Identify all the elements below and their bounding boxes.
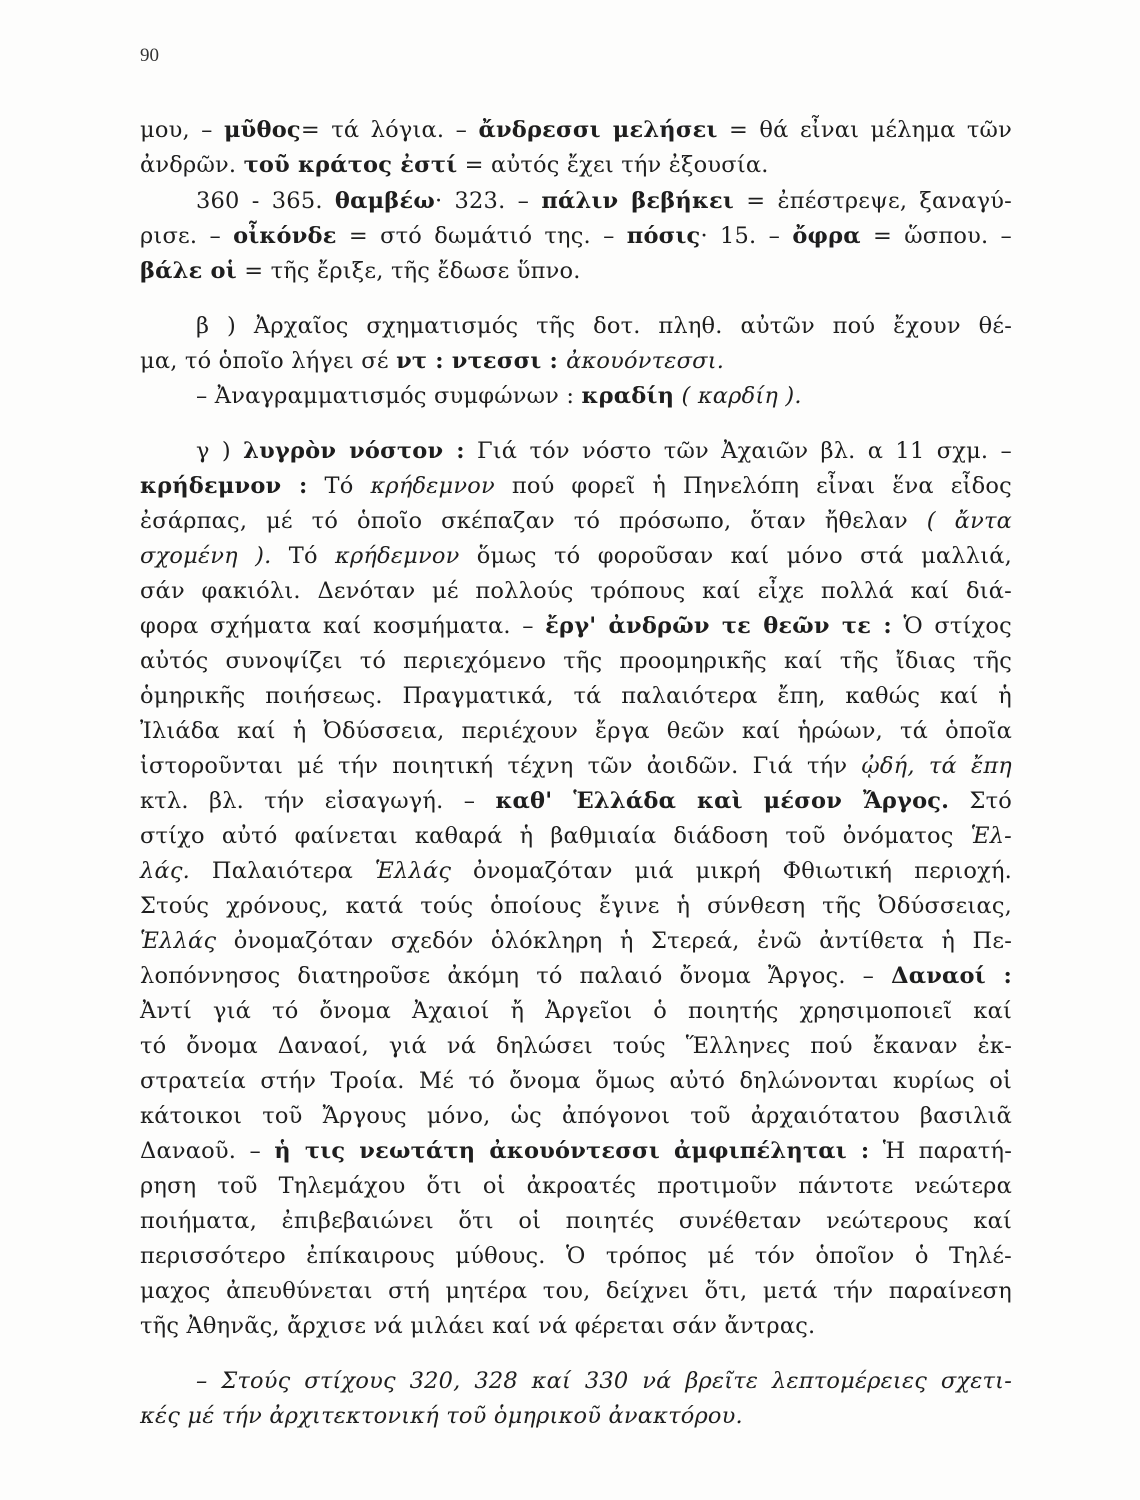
text-segment: ρισε. –: [140, 223, 234, 249]
text-segment: = θά εἶναι μέλημα τῶν: [717, 117, 1012, 143]
bold-term: ἄνδρεσσι μελήσει: [478, 117, 718, 143]
text-segment: Ἀντί γιά τό ὄνομα Ἀχαιοί ἤ Ἀργεῖοι ὁ ποιητής χρησιμοποιεῖ καί: [140, 998, 1012, 1024]
text-segment: = ὥσπου. –: [860, 223, 1013, 249]
text-segment: – Ἀναγραμματισμός συμφώνων :: [196, 383, 582, 409]
text-segment: = ἐπέστρεψε, ξαναγύ-: [734, 188, 1012, 214]
text-segment: λοπόννησος διατηροῦσε ἀκόμη τό παλαιό ὄνομα Ἄργος. –: [140, 963, 892, 989]
text-segment: τῆς Ἀθηνᾶς, ἄρχισε νά μιλάει καί νά φέρεται σάν ἄντρας.: [140, 1313, 816, 1339]
text-segment: στρατεία στήν Τροία. Μέ τό ὄνομα ὅμως αὐτό δηλώνονται κυρίως οἱ: [140, 1068, 1012, 1094]
italic-text: – Στούς στίχους 320, 328 καί 330 νά βρεῖτε λεπτομέρειες σχετι-: [196, 1368, 1012, 1394]
text-segment: Ὁ στίχος: [891, 613, 1012, 639]
text-segment: Τό: [307, 473, 371, 499]
text-segment: Ἡ παρατή-: [869, 1138, 1012, 1164]
bold-term: καθ' Ἑλλάδα καὶ μέσον Ἄργος.: [495, 788, 950, 814]
text-segment: = αὐτός ἔχει τήν ἐξουσία.: [457, 152, 769, 178]
text-segment: ὀνομαζόταν μιά μικρή Φθιωτική περιοχή.: [451, 858, 1012, 884]
text-segment: ὁμηρικῆς ποιήσεως. Πραγματικά, τά παλαιότερα ἔπη, καθώς καί ἡ: [140, 683, 1012, 709]
text-segment: ἱστοροῦνται μέ τήν ποιητική τέχνη τῶν ἀοιδῶν. Γιά τήν: [140, 753, 862, 779]
text-segment: = στό δωμάτιό της. –: [336, 223, 627, 249]
bold-term: μῦθος: [224, 117, 301, 143]
text-segment: μα, τό ὁποῖο λήγει σέ: [140, 348, 397, 374]
text-line: [140, 541, 1012, 571]
text-line: [140, 786, 1012, 816]
bold-term: ἡ τις νεωτάτη ἀκουόντεσσι ἀμφιπέληται :: [274, 1138, 870, 1164]
text-segment: 360 - 365.: [196, 188, 335, 214]
text-line: [140, 996, 1012, 1026]
italic-text: Ἑλλάς: [140, 928, 217, 954]
text-line: [140, 576, 1012, 606]
text-line: [140, 1136, 1012, 1166]
text-segment: β ) Ἀρχαῖος σχηματισμός τῆς δοτ. πληθ. αὐτῶν πού ἔχουν θέ-: [196, 313, 1012, 339]
text-line: [140, 891, 1012, 921]
text-line: [196, 381, 1012, 411]
italic-text: λάς.: [140, 858, 191, 884]
text-segment: μου, –: [140, 117, 225, 143]
text-segment: περισσότερο ἐπίκαιρους μύθους. Ὁ τρόπος μέ τόν ὁποῖον ὁ Τηλέ-: [140, 1243, 1012, 1269]
text-line: [140, 926, 1012, 956]
italic-text: σχομένη ).: [140, 543, 272, 569]
text-line: [140, 646, 1012, 676]
text-segment: αὐτός συνοψίζει τό περιεχόμενο τῆς προομηρικῆς καί τῆς ἴδιας τῆς: [140, 648, 1012, 674]
text-line: [196, 1366, 1012, 1396]
text-segment: ποιήματα, ἐπιβεβαιώνει ὅτι οἱ ποιητές συνέθεταν νεώτερους καί: [140, 1208, 1012, 1234]
text-segment: · 323. –: [434, 188, 542, 214]
text-segment: Τό: [271, 543, 336, 569]
text-segment: Γιά τόν νόστο τῶν Ἀχαιῶν βλ. α 11 σχμ. –: [464, 438, 1012, 464]
text-line: [196, 186, 1012, 216]
italic-text: ᾠδή, τά ἔπη: [861, 753, 1012, 779]
text-segment: σάν φακιόλι. Δενόταν μέ πολλούς τρόπους καί εἶχε πολλά καί διά-: [140, 578, 1012, 604]
text-segment: = τῆς ἔριξε, τῆς ἔδωσε ὕπνο.: [236, 258, 581, 284]
text-segment: Στούς χρόνους, κατά τούς ὁποίους ἔγινε ἡ σύνθεση τῆς Ὀδύσσειας,: [140, 893, 1012, 919]
text-segment: Παλαιότερα: [190, 858, 375, 884]
text-segment: · 15. –: [700, 223, 793, 249]
text-line: [196, 311, 1012, 341]
text-line: [140, 1241, 1012, 1271]
text-line: [196, 436, 1012, 466]
text-segment: κάτοικοι τοῦ Ἄργους μόνο, ὡς ἀπόγονοι τοῦ ἀρχαιότατου βασιλιᾶ: [140, 1103, 1012, 1129]
text-line: [140, 751, 1012, 781]
bold-term: ντ : ντεσσι :: [396, 348, 567, 374]
text-segment: ρηση τοῦ Τηλεμάχου ὅτι οἱ ἀκροατές προτιμοῦν πάντοτε νεώτερα: [140, 1173, 1012, 1199]
text-segment: μαχος ἀπευθύνεται στή μητέρα του, δείχνει ὅτι, μετά τήν παραίνεση: [140, 1278, 1012, 1304]
text-segment: κτλ. βλ. τήν εἰσαγωγή. –: [140, 788, 496, 814]
text-line: [140, 1206, 1012, 1236]
text-line: [140, 1031, 1012, 1061]
bold-term: πάλιν βεβήκει: [541, 188, 735, 214]
italic-text: ( καρδίη ).: [674, 383, 802, 409]
text-segment: τό ὄνομα Δαναοί, γιά νά δηλώσει τούς Ἕλληνες πού ἔκαναν ἐκ-: [140, 1033, 1012, 1059]
text-line: [140, 1311, 1012, 1341]
text-line: [140, 716, 1012, 746]
bold-term: βάλε οἱ: [140, 258, 237, 284]
text-line: [140, 1171, 1012, 1201]
italic-text: κές μέ τήν ἀρχιτεκτονική τοῦ ὁμηρικοῦ ἀνακτόρου.: [140, 1403, 743, 1429]
text-segment: Δαναοῦ. –: [140, 1138, 275, 1164]
text-segment: φορα σχήματα καί κοσμήματα. –: [140, 613, 546, 639]
text-line: [140, 681, 1012, 711]
text-line: [140, 150, 1012, 180]
text-line: [140, 1401, 1012, 1431]
text-line: [140, 221, 1012, 251]
text-line: [140, 961, 1012, 991]
bold-term: Δαναοί :: [891, 963, 1012, 989]
bold-term: κρήδεμνον :: [140, 473, 308, 499]
text-line: [140, 1066, 1012, 1096]
bold-term: λυγρὸν νόστον :: [243, 438, 465, 464]
italic-text: κρήδεμνον: [370, 473, 495, 499]
bold-term: ὄφρα: [792, 223, 861, 249]
bold-term: οἶκόνδε: [233, 223, 337, 249]
text-line: [140, 115, 1012, 145]
bold-term: θαμβέω: [334, 188, 435, 214]
text-segment: Ἰλιάδα καί ἡ Ὀδύσσεια, περιέχουν ἔργα θεῶν καί ἡρώων, τά ὁποῖα: [140, 718, 1012, 744]
text-segment: ὅμως τό φοροῦσαν καί μόνο στά μαλλιά,: [459, 543, 1012, 569]
text-line: [140, 821, 1012, 851]
italic-text: ( ἄντα: [926, 508, 1012, 534]
bold-term: τοῦ κράτος ἐστί: [243, 152, 458, 178]
text-segment: γ ): [196, 438, 244, 464]
italic-text: Ἑλ-: [970, 823, 1012, 849]
text-line: [140, 856, 1012, 886]
bold-term: κραδίη: [581, 383, 675, 409]
text-line: [140, 346, 1012, 376]
text-line: [140, 256, 1012, 286]
italic-text: ἀκουόντεσσι.: [566, 348, 725, 374]
text-line: [140, 1101, 1012, 1131]
text-line: [140, 506, 1012, 536]
text-segment: ἐσάρπας, μέ τό ὁποῖο σκέπαζαν τό πρόσωπο, ὅταν ἤθελαν: [140, 508, 927, 534]
text-segment: ἀνδρῶν.: [140, 152, 244, 178]
text-line: [140, 471, 1012, 501]
bold-term: ἔργ' ἀνδρῶν τε θεῶν τε :: [545, 613, 892, 639]
text-line: [140, 1276, 1012, 1306]
italic-text: Ἑλλάς: [374, 858, 452, 884]
text-segment: Στό: [949, 788, 1012, 814]
page-number: 90: [140, 45, 159, 66]
italic-text: κρήδεμνον: [335, 543, 460, 569]
text-segment: στίχο αὐτό φαίνεται καθαρά ἡ βαθμιαία διάδοση τοῦ ὀνόματος: [140, 823, 971, 849]
text-segment: ὀνομαζόταν σχεδόν ὁλόκληρη ἡ Στερεά, ἐνῶ ἀντίθετα ἡ Πε-: [216, 928, 1012, 954]
text-segment: = τά λόγια. –: [300, 117, 479, 143]
bold-term: πόσις: [626, 223, 701, 249]
text-line: [140, 611, 1012, 641]
text-segment: πού φορεῖ ἡ Πηνελόπη εἶναι ἕνα εἶδος: [494, 473, 1012, 499]
